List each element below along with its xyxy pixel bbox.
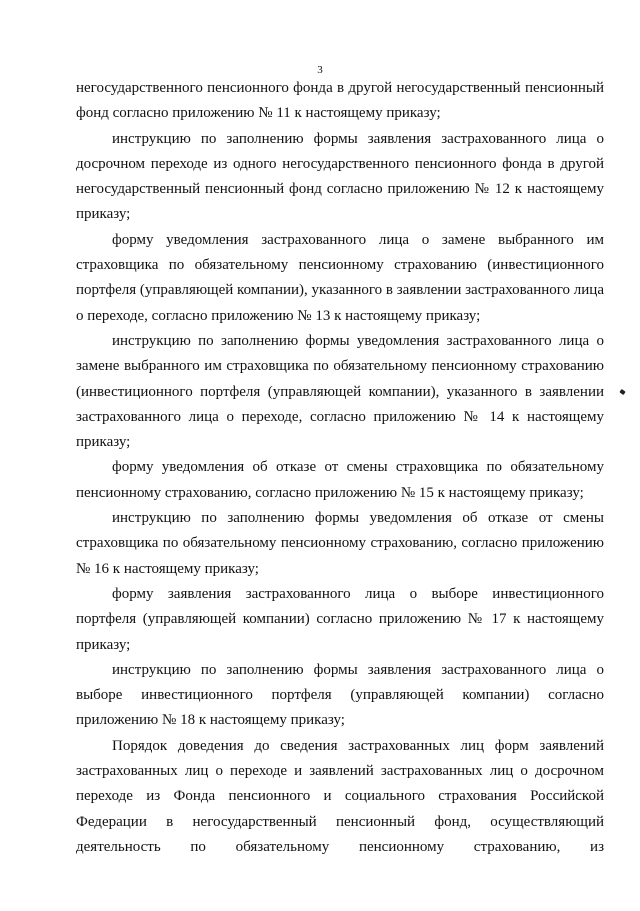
document-body bbox=[76, 76, 604, 860]
paragraph-appendix-14: инструкцию по заполнению формы уведомления застрахованного лица о замене выбранного им страховщика по обязательному пенсионному страхованию (инвестиционного портфеля (управляющей компании), указанного в заявлении застрахованного лица о переходе, согласно приложению № 14 к настоящему приказу; bbox=[76, 332, 604, 451]
scan-speck bbox=[619, 389, 625, 395]
paragraph-appendix-13: форму уведомления застрахованного лица о замене выбранного им страховщика по обязательному пенсионному страхованию (инвестиционного портфеля (управляющей компании), указанного в заявлении застрахованного лица о переходе, согласно приложению № 13 к настоящему приказу; bbox=[76, 231, 604, 324]
paragraph-procedure: Порядок доведения до сведения застрахованных лиц форм заявлений застрахованных лиц о переходе и заявлений застрахованных лиц о досрочном переходе из Фонда пенсионного и социального страхования Российской Федерации в негосударственный пенсионный фонд, осуществляющий деятельность по обязательному пенсионному страхованию, из bbox=[76, 737, 604, 855]
page-number: 3 bbox=[317, 64, 323, 76]
paragraph-appendix-12: инструкцию по заполнению формы заявления застрахованного лица о досрочном переходе из одного негосударственного пенсионного фонда в другой негосударственный пенсионный фонд согласно приложению № 12 к настоящему приказу; bbox=[76, 130, 604, 223]
paragraph-appendix-16: инструкцию по заполнению формы уведомления об отказе от смены страховщика по обязательному пенсионному страхованию, согласно приложению № 16 к настоящему приказу; bbox=[76, 510, 604, 577]
paragraph-appendix-17: форму заявления застрахованного лица о выборе инвестиционного портфеля (управляющей компании) согласно приложению № 17 к настоящему приказу; bbox=[76, 585, 604, 653]
paragraph-appendix-15: форму уведомления об отказе от смены страховщика по обязательному пенсионному страхованию, согласно приложению № 15 к настоящему приказу; bbox=[76, 459, 604, 501]
paragraph-appendix-18: инструкцию по заполнению формы заявления застрахованного лица о выборе инвестиционного портфеля (управляющей компании) согласно приложению № 18 к настоящему приказу; bbox=[76, 661, 604, 729]
paragraph-continuation: негосударственного пенсионного фонда в другой негосударственный пенсионный фонд согласно приложению № 11 к настоящему приказу; bbox=[76, 80, 604, 122]
